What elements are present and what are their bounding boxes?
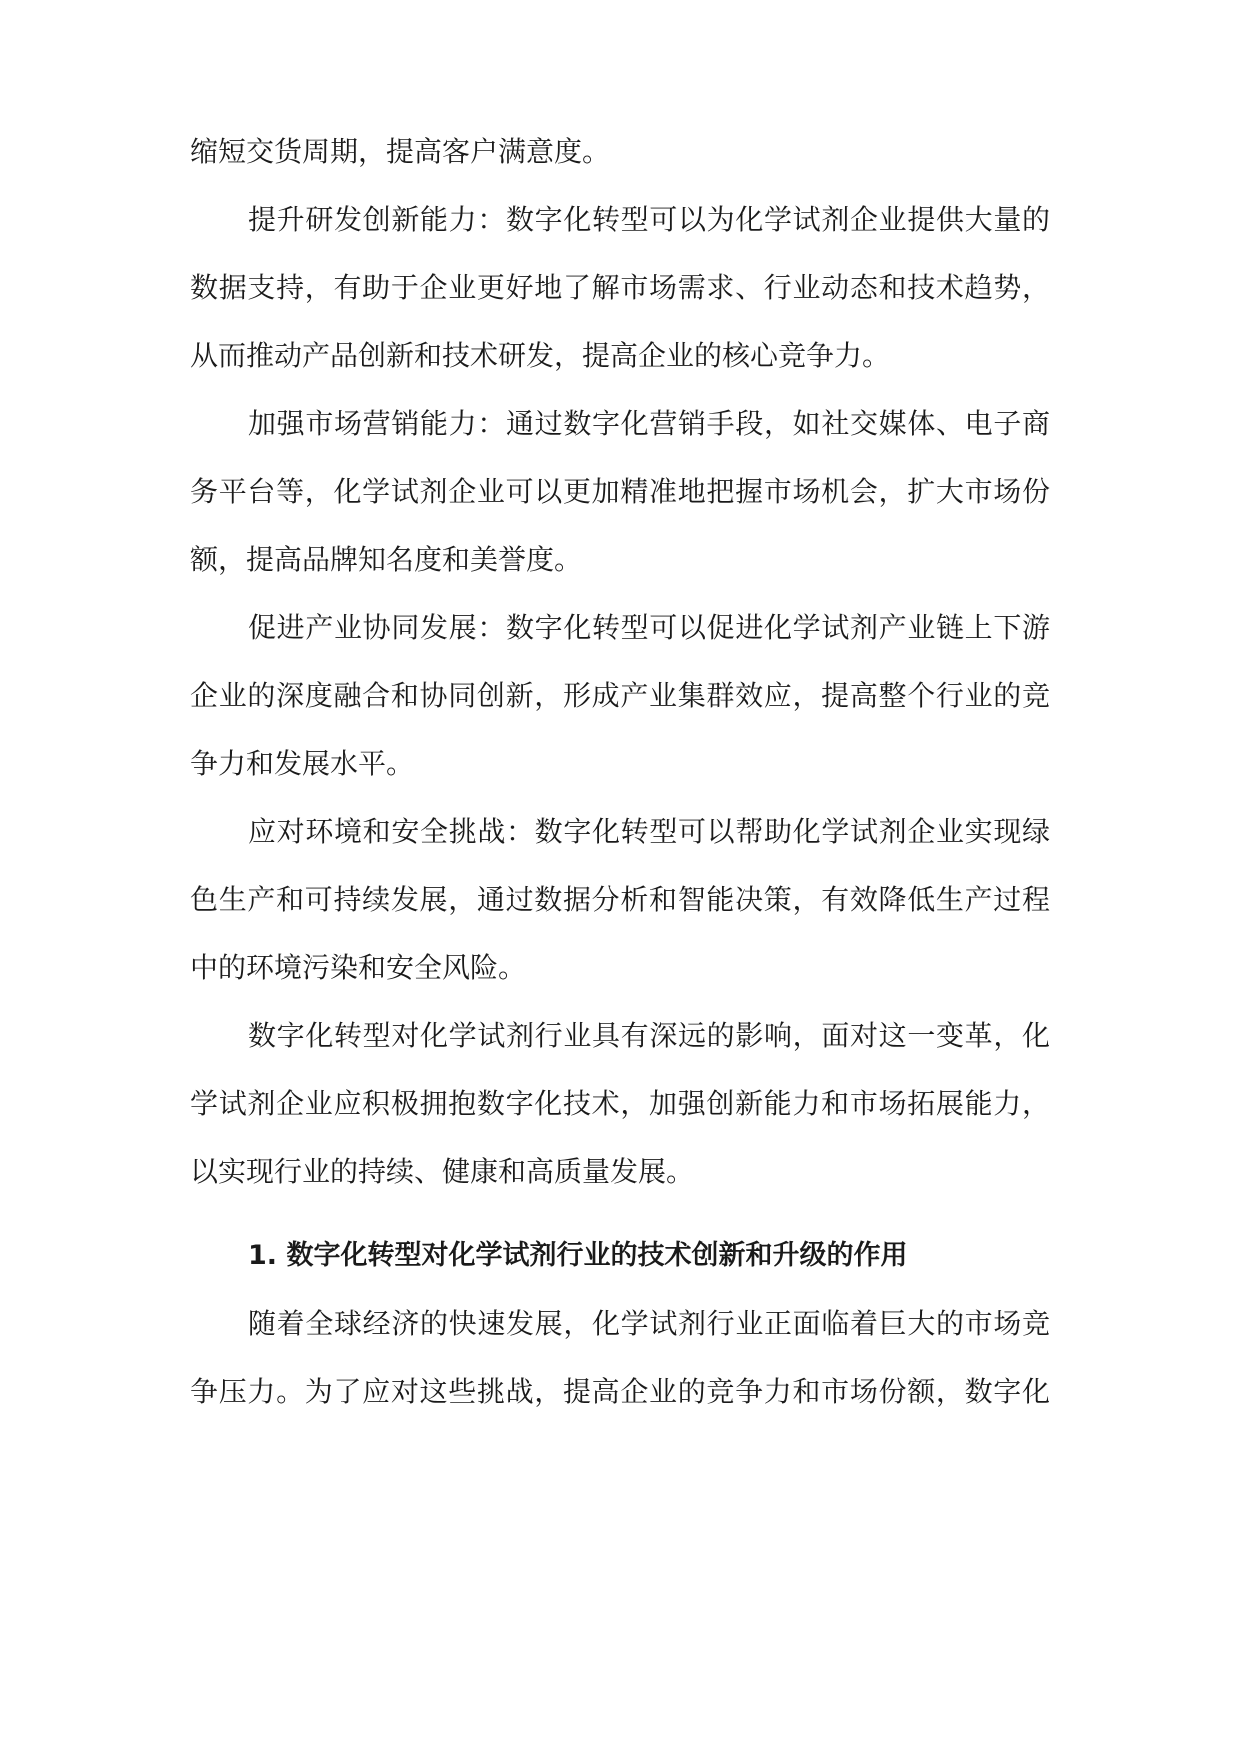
paragraph-5-line-3: 中的环境污染和安全风险。 [190,951,527,984]
paragraph-3-line-3: 额，提高品牌知名度和美誉度。 [190,543,583,576]
paragraph-2-line-1: 提升研发创新能力：数字化转型可以为化学试剂企业提供大量的 [248,203,1050,236]
paragraph-5-line-2: 色生产和可持续发展，通过数据分析和智能决策，有效降低生产过程 [190,883,1050,916]
paragraph-2-line-2: 数据支持，有助于企业更好地了解市场需求、行业动态和技术趋势， [190,271,1050,304]
paragraph-6-line-2: 学试剂企业应积极拥抱数字化技术，加强创新能力和市场拓展能力， [190,1087,1050,1120]
paragraph-1-line-1: 缩短交货周期，提高客户满意度。 [190,135,611,168]
paragraph-4-line-1: 促进产业协同发展：数字化转型可以促进化学试剂产业链上下游 [248,611,1050,644]
paragraph-4-line-2: 企业的深度融合和协同创新，形成产业集群效应，提高整个行业的竞 [190,679,1050,712]
paragraph-4-line-3: 争力和发展水平。 [190,747,415,780]
paragraph-2-line-3: 从而推动产品创新和技术研发，提高企业的核心竞争力。 [190,339,891,372]
paragraph-3-line-1: 加强市场营销能力：通过数字化营销手段，如社交媒体、电子商 [248,407,1050,440]
paragraph-6-line-1: 数字化转型对化学试剂行业具有深远的影响，面对这一变革，化 [248,1019,1050,1052]
paragraph-5-line-1: 应对环境和安全挑战：数字化转型可以帮助化学试剂企业实现绿 [248,815,1050,848]
paragraph-7-line-2: 争压力。为了应对这些挑战，提高企业的竞争力和市场份额，数字化 [190,1375,1050,1408]
paragraph-7-line-1: 随着全球经济的快速发展，化学试剂行业正面临着巨大的市场竞 [248,1307,1050,1340]
section-heading: 1. 数字化转型对化学试剂行业的技术创新和升级的作用 [248,1240,908,1271]
paragraph-3-line-2: 务平台等，化学试剂企业可以更加精准地把握市场机会，扩大市场份 [190,475,1050,508]
paragraph-6-line-3: 以实现行业的持续、健康和高质量发展。 [190,1155,695,1188]
